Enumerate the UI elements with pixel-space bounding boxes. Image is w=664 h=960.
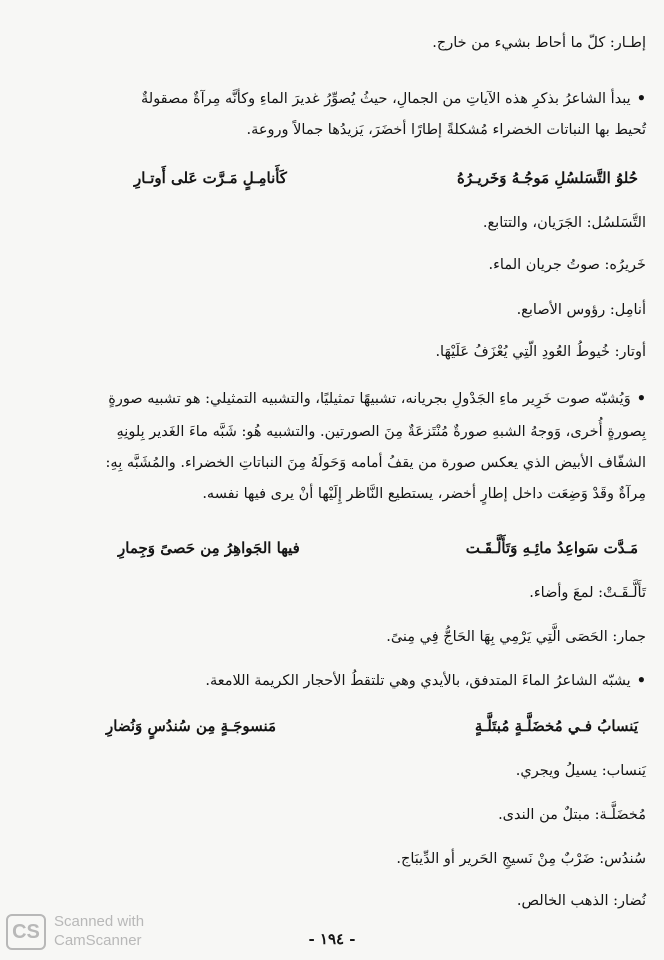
verse-2-first-hemistich: مَـدَّت سَواعِدُ مائِـهِ وَتَأَلَّـقَـت — [465, 539, 638, 557]
definition-frame: إطـار: كلّ ما أحاط بشيء من خارج. — [432, 35, 646, 51]
verse-3-first-hemistich: يَنسابُ فـي مُخضَلَّـةٍ مُبتَلَّـةٍ — [474, 717, 638, 735]
definition-line: نُضار: الذهب الخالص. — [516, 893, 646, 909]
verse-1-first-hemistich: حُلوُ التَّسَلسُلِ مَوجُـهُ وَخَريـرُهُ — [457, 169, 638, 187]
definition-line: أنامِل: رؤوس الأصابع. — [516, 302, 646, 318]
definition-line: مُخضَلَّـة: مبتلٌ من الندى. — [498, 807, 646, 823]
camscanner-logo-icon: CS — [6, 914, 46, 950]
page-number: - ١٩٤ - — [308, 930, 356, 948]
camscanner-watermark — [6, 912, 176, 954]
watermark-text — [54, 912, 144, 950]
watermark-line-1: Scanned with — [54, 913, 145, 930]
definition-line: خَريرُه: صوتُ جريان الماء. — [488, 257, 646, 273]
paragraph-line: • يشبّه الشاعرُ الماءَ المتدفق، بالأيدي وهي تلتقطُ الأحجار الكريمة اللامعة. — [18, 670, 646, 692]
verse-1-second-hemistich: كَأَنامِـلٍ مَـرَّت عَلى أَوتـارِ — [134, 169, 287, 187]
definition-line: سُندُس: ضَرْبٌ مِنْ نَسيجِ الحَرير أو الدِّيبَاج. — [396, 851, 646, 867]
paragraph-line: بِصورةٍ أُخرى، وَوجهُ الشبهِ صورةٌ مُنْتَزعَةٌ مِنَ الصورتين. والتشبيه هُو: شَبَّه ماءَ الغَدير بِلونِهِ — [116, 424, 646, 440]
definition-line: يَنساب: يسيلُ ويجري. — [515, 763, 646, 779]
paragraph-line: مِرآةٌ وقَدْ وَضِعَت داخل إطارٍ أخضر، يستطيع النَّاظر إِلَيْها أنْ يرى فيها نفسه. — [202, 486, 646, 502]
definition-line: أوتار: خُيوطُ العُودِ الّتِي يُعْزَفُ عَلَيْهَا. — [435, 344, 646, 360]
definition-line: جمار: الحَصَى الَّتِي يَرْمِي بِهَا الحَاجُّ فِي مِنىً. — [386, 629, 646, 645]
paragraph-line: تُحيط بها النباتات الخضراء مُشكلةً إطارًا أخضَرَ، يَزيدُها جمالاً وروعة. — [246, 122, 646, 138]
paragraph-line: • يبدأ الشاعرُ بذكرِ هذه الآياتِ من الجمالِ، حيثُ يُصوِّرُ غديرَ الماءِ وكأنَّه مِرآةٌ مصقولةٌ — [18, 88, 646, 110]
paragraph-line: الشفّاف الأبيض الذي يعكس صورة من يقفُ أمامه وَحَولَهُ مِنَ النباتاتِ الخضراء. والمُشَبَّه بِهِ: — [105, 455, 646, 471]
verse-3-second-hemistich: مَنسوجَـةٍ مِن سُندُسٍ وَنُضارِ — [106, 717, 277, 735]
paragraph-line: • وَيُشبّه صوت خَرِير ماءِ الجَدْولِ بجريانه، تشبيهًا تمثيليًا، والتشبيه التمثيلي: هو تشبيه صورةٍ — [18, 388, 646, 410]
verse-2-second-hemistich: فيها الجَواهِرُ مِن حَصىً وَجِمارِ — [118, 539, 300, 557]
document-page — [18, 18, 646, 918]
definition-line: التَّسَلسُل: الجَرَيان، والتتابع. — [482, 215, 646, 231]
watermark-line-2: CamScanner — [54, 932, 142, 949]
definition-line: تَأَلَّـقَـتْ: لمعَ وأضاء. — [529, 585, 646, 601]
